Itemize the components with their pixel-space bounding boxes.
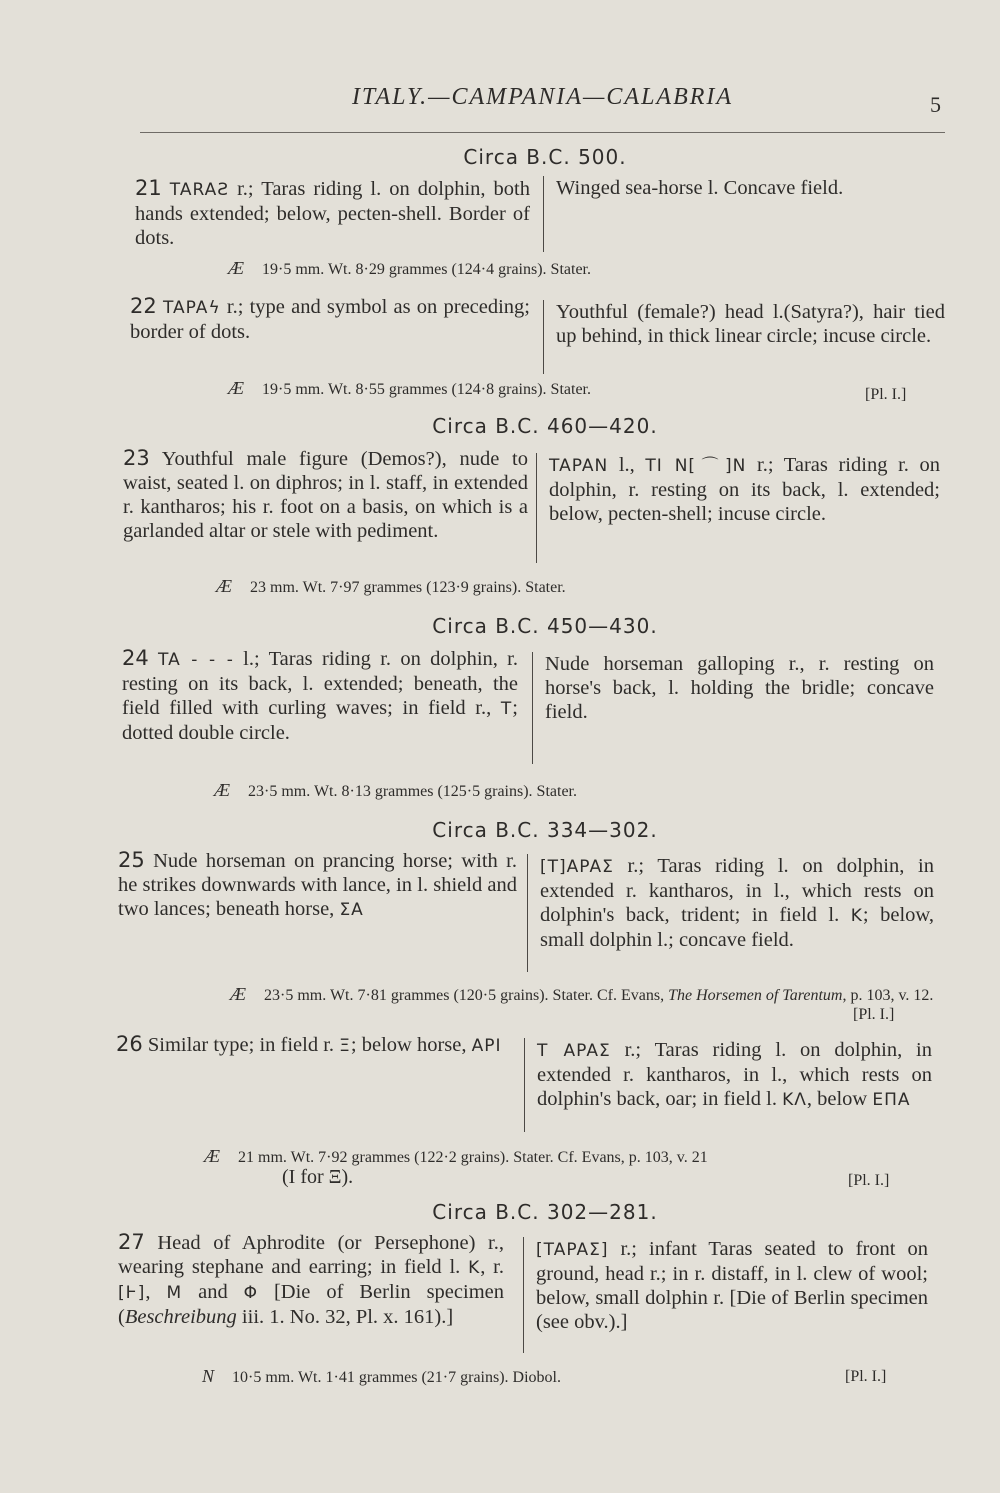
- reverse-legend: [T]APAΣ: [540, 857, 614, 877]
- coin-26-note: (I for Ξ).: [282, 1166, 354, 1188]
- reverse-description: Youthful (female?) head l.(Satyra?), hair tied up behind, in thick linear circle; incuse circle.: [556, 301, 945, 347]
- coin-measurements: 23·5 mm. Wt. 7·81 grammes (120·5 grains). Stater. Cf. Evans,: [264, 987, 669, 1004]
- obverse-text-2: , r.: [480, 1256, 505, 1278]
- coin-number: 21: [135, 176, 162, 200]
- coin-27-details: [202, 1366, 561, 1387]
- metal-symbol: Æ: [228, 378, 245, 398]
- obverse-description: Head of Aphrodite (or Persephone) r., wearing stephane and earring; in field l.: [118, 1232, 504, 1278]
- field-letters: API: [471, 1036, 502, 1056]
- coin-legend: TARAƧ: [169, 180, 230, 200]
- reverse-description: Nude horseman galloping r., r. resting on horse's back, l. holding the bridle; concave field.: [545, 653, 934, 723]
- coin-measurements: 21 mm. Wt. 7·92 grammes (122·2 grains). Stater. Cf. Evans, p. 103, v. 21: [238, 1149, 708, 1166]
- coin-23-obverse: [123, 446, 528, 543]
- obverse-description-end: ; dotted double circle.: [122, 697, 518, 744]
- obverse-description-mid: ; below horse,: [350, 1034, 472, 1056]
- reverse-description: r.; Taras riding l. on dolphin, in extended r. kantharos, in l., which rests on dolphin's back, trident; in field l.: [540, 855, 934, 926]
- running-header: [140, 80, 945, 133]
- coin-25-details: [230, 984, 933, 1005]
- coin-22-reverse: [543, 300, 945, 374]
- field-letter: K: [850, 906, 863, 926]
- obverse-description: l.; Taras riding r. on dolphin, r. resting on its back, l. extended; beneath, the field filled with curling waves; in field r.,: [122, 648, 518, 719]
- obverse-text-4: and: [182, 1281, 244, 1303]
- reverse-description: r.; infant Taras seated to front on ground, head r.; in r. distaff, in l. clew of wool; below, small dolphin r. [Die of Berlin specimen (see obv.).]: [536, 1238, 928, 1333]
- coin-measurements: 23·5 mm. Wt. 8·13 grammes (125·5 grains). Stater.: [248, 783, 577, 800]
- period-heading-334: Circa B.C. 334—302.: [432, 818, 658, 842]
- field-letter: Ξ: [339, 1036, 351, 1056]
- coin-measurements: 19·5 mm. Wt. 8·55 grammes (124·8 grains). Stater.: [262, 381, 591, 398]
- period-heading-460: Circa B.C. 460—420.: [432, 414, 658, 438]
- reverse-description-mid: , below: [806, 1088, 873, 1110]
- metal-symbol: Æ: [228, 258, 245, 278]
- metal-symbol: Æ: [204, 1146, 221, 1166]
- page-header-title: ITALY.—CAMPANIA—CALABRIA: [351, 84, 734, 110]
- coin-number: 27: [118, 1230, 145, 1254]
- reference-title: The Horsemen of Tarentum: [668, 987, 843, 1004]
- field-letter-h: [Ͱ]: [118, 1283, 146, 1303]
- reverse-description-end: ; below, small dolphin l.; concave field.: [540, 904, 934, 951]
- obverse-description: Youthful male figure (Demos?), nude to waist, seated l. on diphros; in l. staff, in extended r. kantharos; his r. foot on a basis, on which is a garlanded altar or stele with pediment.: [123, 448, 528, 542]
- coin-26-reverse: [524, 1038, 932, 1132]
- obverse-description: Nude horseman on prancing horse; with r. he strikes downwards with lance, in l. shield and two lances; beneath horse,: [118, 850, 517, 920]
- coin-24-details: [214, 780, 577, 801]
- field-letter-m: M: [166, 1283, 183, 1303]
- coin-legend: TAPAϟ: [162, 298, 221, 318]
- obverse-text-5: [Die of Berlin specimen (: [118, 1281, 504, 1328]
- obverse-text-6: iii. 1. No. 32, Pl. x. 161).]: [236, 1306, 454, 1328]
- reverse-text: l.,: [608, 454, 646, 476]
- period-heading-450: Circa B.C. 450—430.: [432, 614, 658, 638]
- plate-reference: [Pl. I.]: [853, 1006, 895, 1023]
- coin-number: 25: [118, 848, 145, 872]
- reverse-legend: T APAΣ: [537, 1041, 611, 1061]
- metal-symbol: N: [202, 1366, 215, 1386]
- coin-26-details: [204, 1146, 708, 1167]
- obverse-description: r.; type and symbol as on preceding; border of dots.: [130, 296, 531, 343]
- plate-reference: [Pl. I.]: [845, 1368, 887, 1385]
- coin-24-reverse: [532, 652, 934, 764]
- coin-measurements: 10·5 mm. Wt. 1·41 grammes (21·7 grains). Diobol.: [232, 1369, 561, 1386]
- obverse-text-3: ,: [145, 1281, 167, 1303]
- reverse-legend: TAPAN: [549, 456, 609, 476]
- coin-21-obverse: [135, 176, 530, 250]
- coin-27-reverse: [523, 1237, 928, 1353]
- metal-symbol: Æ: [214, 780, 231, 800]
- reverse-legend-2: TI N[⌒]N: [645, 456, 747, 476]
- field-letter-k: K: [468, 1258, 481, 1278]
- coin-23-reverse: [536, 453, 940, 563]
- coin-number: 26: [116, 1032, 143, 1056]
- coin-26-obverse: [116, 1032, 516, 1058]
- page-number: 5: [930, 92, 941, 117]
- obverse-description: r.; Taras riding l. on dolphin, both hands extended; below, pecten-shell. Border of dots.: [135, 178, 531, 249]
- coin-24-obverse: [122, 646, 518, 745]
- metal-symbol: Æ: [216, 576, 233, 596]
- coin-21-reverse: [543, 176, 950, 252]
- coin-number: 23: [123, 446, 150, 470]
- reverse-legend: [TAPAΣ]: [536, 1240, 609, 1260]
- coin-25-reverse: [527, 854, 934, 972]
- field-letter-phi: Φ: [243, 1283, 259, 1303]
- field-letters: ΣA: [339, 900, 364, 920]
- coin-21-details: [228, 258, 591, 279]
- metal-symbol: Æ: [230, 984, 247, 1004]
- reference-title: Beschreibung: [124, 1306, 237, 1328]
- field-letters-2: EΠA: [872, 1090, 911, 1110]
- period-heading-500: Circa B.C. 500.: [463, 145, 627, 169]
- period-heading-302: Circa B.C. 302—281.: [432, 1200, 658, 1224]
- coin-22-obverse: [130, 294, 530, 344]
- plate-reference: [Pl. I.]: [848, 1172, 890, 1189]
- coin-legend: TA - - -: [158, 650, 234, 670]
- coin-number: 24: [122, 646, 149, 670]
- reverse-description: r.; Taras riding l. on dolphin, in extended r. kantharos, in l., which rests on dolphin's back, oar; in field l.: [537, 1039, 932, 1110]
- field-letters: KΛ: [782, 1090, 807, 1110]
- field-letter: T: [500, 699, 513, 719]
- coin-measurements: 23 mm. Wt. 7·97 grammes (123·9 grains). Stater.: [250, 579, 566, 596]
- coin-22-details: [228, 378, 591, 399]
- coin-number: 22: [130, 294, 157, 318]
- reverse-description: r.; Taras riding r. on dolphin, r. resting on its back, l. extended; below, pecten-shell; incuse circle.: [549, 454, 941, 525]
- coin-23-details: [216, 576, 566, 597]
- coin-measurements: 19·5 mm. Wt. 8·29 grammes (124·4 grains). Stater.: [262, 261, 591, 278]
- obverse-description: Similar type; in field r.: [142, 1034, 340, 1056]
- reverse-description: Winged sea-horse l. Concave field.: [556, 177, 844, 199]
- plate-reference: [Pl. I.]: [865, 386, 907, 403]
- reference-pages: , p. 103, v. 12.: [842, 987, 934, 1004]
- coin-27-obverse: [118, 1230, 504, 1329]
- coin-25-obverse: [118, 848, 517, 922]
